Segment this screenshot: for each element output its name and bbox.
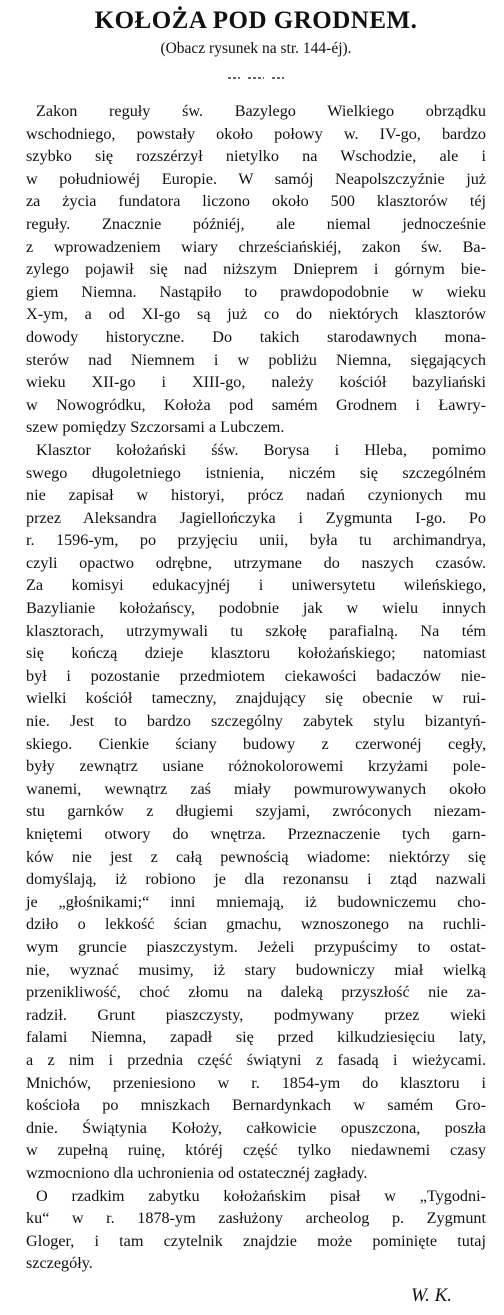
text-line: Bazylianie kołożańscy, podobnie jak w wielu innych — [26, 599, 486, 618]
article-paragraph — [26, 100, 486, 439]
text-line: falami Niemna, zapadł się przed kilkudziesięciu laty, — [26, 1028, 486, 1047]
text-line: zylego pojawił się nad niższym Dnieprem i górnym bie- — [26, 260, 486, 279]
text-line: nie zapisał w historyi, prócz nadań czynionych mu — [26, 486, 486, 505]
text-line: nie. Jest to bardzo szczególny zabytek stylu bizantyń- — [26, 712, 486, 731]
text-line: wschodniego, powstały około połowy w. IV-go, bardzo — [26, 124, 486, 143]
text-line: swego długoletniego istnienia, niczém się szczególném — [26, 463, 486, 482]
text-line: r. 1596-ym, po przyjęciu unii, była tu archimandrya, — [26, 531, 486, 550]
text-line: czyli opactwo odrębne, utrzymane do naszych czasów. — [26, 553, 486, 572]
text-line: reguły. Znacznie późniéj, ale niemal jednocześnie — [26, 214, 486, 233]
text-line: dziło o lekkość ścian gmachu, wznoszonego na ruchli- — [26, 915, 486, 934]
text-line: Zakon reguły św. Bazylego Wielkiego obrządku — [36, 102, 486, 120]
text-line: giem Niemna. Nastąpiło to prawdopodobnie w wieku — [26, 282, 486, 301]
text-line: kniętemi otwory do wnętrza. Przeznaczenie tych garn- — [26, 825, 486, 843]
text-line: wzmocniono dla uchronienia od ostatecznéj zagłady. — [26, 1163, 368, 1182]
text-line: stu garnków z długiemi szyjami, zwróconych niezam- — [26, 802, 486, 821]
article-paragraph — [26, 1185, 486, 1275]
text-line: były zewnątrz usiane różnokolorowemi krzyżami pole- — [26, 757, 486, 776]
text-line: X-ym, a od XI-go są już co do niektórych klasztorów — [26, 305, 486, 324]
text-line: dowody historyczne. Do takich starodawnych mona- — [26, 327, 486, 346]
text-line: szczegóły. — [26, 1254, 93, 1273]
text-line: się kończą dzieje klasztoru kołożańskiego; natomiast — [26, 644, 486, 663]
text-line: domyślają, iż robiono je dla rezonansu i ztąd nazwali — [26, 870, 486, 889]
text-line: radził. Grunt piaszczysty, podmywany przez wieki — [26, 1005, 486, 1024]
text-line: wieku XII-go i XIII-go, należy kościół bazyliański — [26, 373, 486, 392]
text-line: wielki kościół tameczny, znajdujący się obecnie w rui- — [26, 689, 486, 708]
article-paragraph — [26, 439, 486, 1185]
text-line: z wprowadzeniem wiary chrześciańskiéj, zakon św. Ba- — [26, 237, 486, 256]
text-line: przez Aleksandra Jagiellończyka i Zygmunta I-go. Po — [26, 508, 486, 527]
article-title: KOŁOŻA POD GRODNEM. — [94, 7, 418, 34]
text-line: nie, wyznać musimy, iż stary budowniczy miał wielką — [26, 960, 486, 979]
text-line: szew pomiędzy Szczorsami a Lubczem. — [26, 418, 285, 437]
text-line: wym gruncie piaszczystym. Jeżeli przypuścimy to ostat- — [26, 937, 486, 956]
text-line: sterów nad Niemnem i w pobliżu Niemna, sięgających — [26, 350, 486, 369]
text-line: Za komisyi edukacyjnéj i uniwersytetu wileńskiego, — [26, 576, 486, 595]
text-line: wanemi, wewnątrz zaś miały powmurowywanych około — [26, 779, 486, 798]
text-line: skiego. Cienkie ściany budowy z czerwonéj cegły, — [26, 734, 486, 753]
text-line: w Nowogródku, Kołoża pod samém Grodnem i Ławry- — [26, 395, 486, 414]
text-line: szybko się rozszérzył nietylko na Wschodzie, ale i — [26, 147, 486, 166]
text-line: Gloger, i tam czytelnik znajdzie może pominięte tutaj — [26, 1231, 486, 1250]
text-line: Klasztor kołożański śśw. Borysa i Hleba, pomimo — [36, 440, 486, 459]
ornament-divider — [226, 76, 286, 80]
text-line: w zupełną ruinę, któréj część tylko niedawnemi czasy — [26, 1141, 486, 1160]
text-line: kościoła po mniszkach Bernardynkach w samém Gro- — [26, 1096, 486, 1115]
text-line: Mnichów, przeniesiono w r. 1854-ym do klasztoru i — [26, 1073, 486, 1092]
author-signature: W. K. — [410, 1284, 452, 1306]
text-line: O rzadkim zabytku kołożańskim pisał w „Tygodni- — [36, 1186, 486, 1205]
text-line: je „głośnikami;“ inni mniemają, iż budowniczemu cho- — [26, 892, 486, 911]
article-body — [26, 100, 486, 1275]
text-line: dnie. Świątynia Kołoży, całkowicie opuszczona, poszła — [26, 1118, 486, 1137]
text-line: klasztorach, utrzymywali tu szkołę parafialną. Na tém — [26, 621, 486, 640]
text-line: przenikliwość, choć złomu na daleką przyszłość nie za- — [26, 983, 486, 1002]
article-subtitle: (Obacz rysunek na str. 144-éj). — [160, 40, 352, 57]
text-line: a z nim i przednia część świątyni z fasadą i wieżycami. — [26, 1050, 486, 1069]
text-line: ku“ w r. 1878-ym zasłużony archeolog p. Zygmunt — [26, 1209, 486, 1228]
text-line: ków nie jest z całą pewnością wiadome: niektórzy się — [26, 847, 486, 866]
text-line: w południowéj Europie. W samój Neapolszczyźnie już — [26, 169, 486, 188]
text-line: za życia fundatora liczono około 500 klasztorów téj — [26, 192, 486, 211]
text-line: był i pozostanie przedmiotem ciekawości badaczów nie- — [26, 666, 486, 685]
